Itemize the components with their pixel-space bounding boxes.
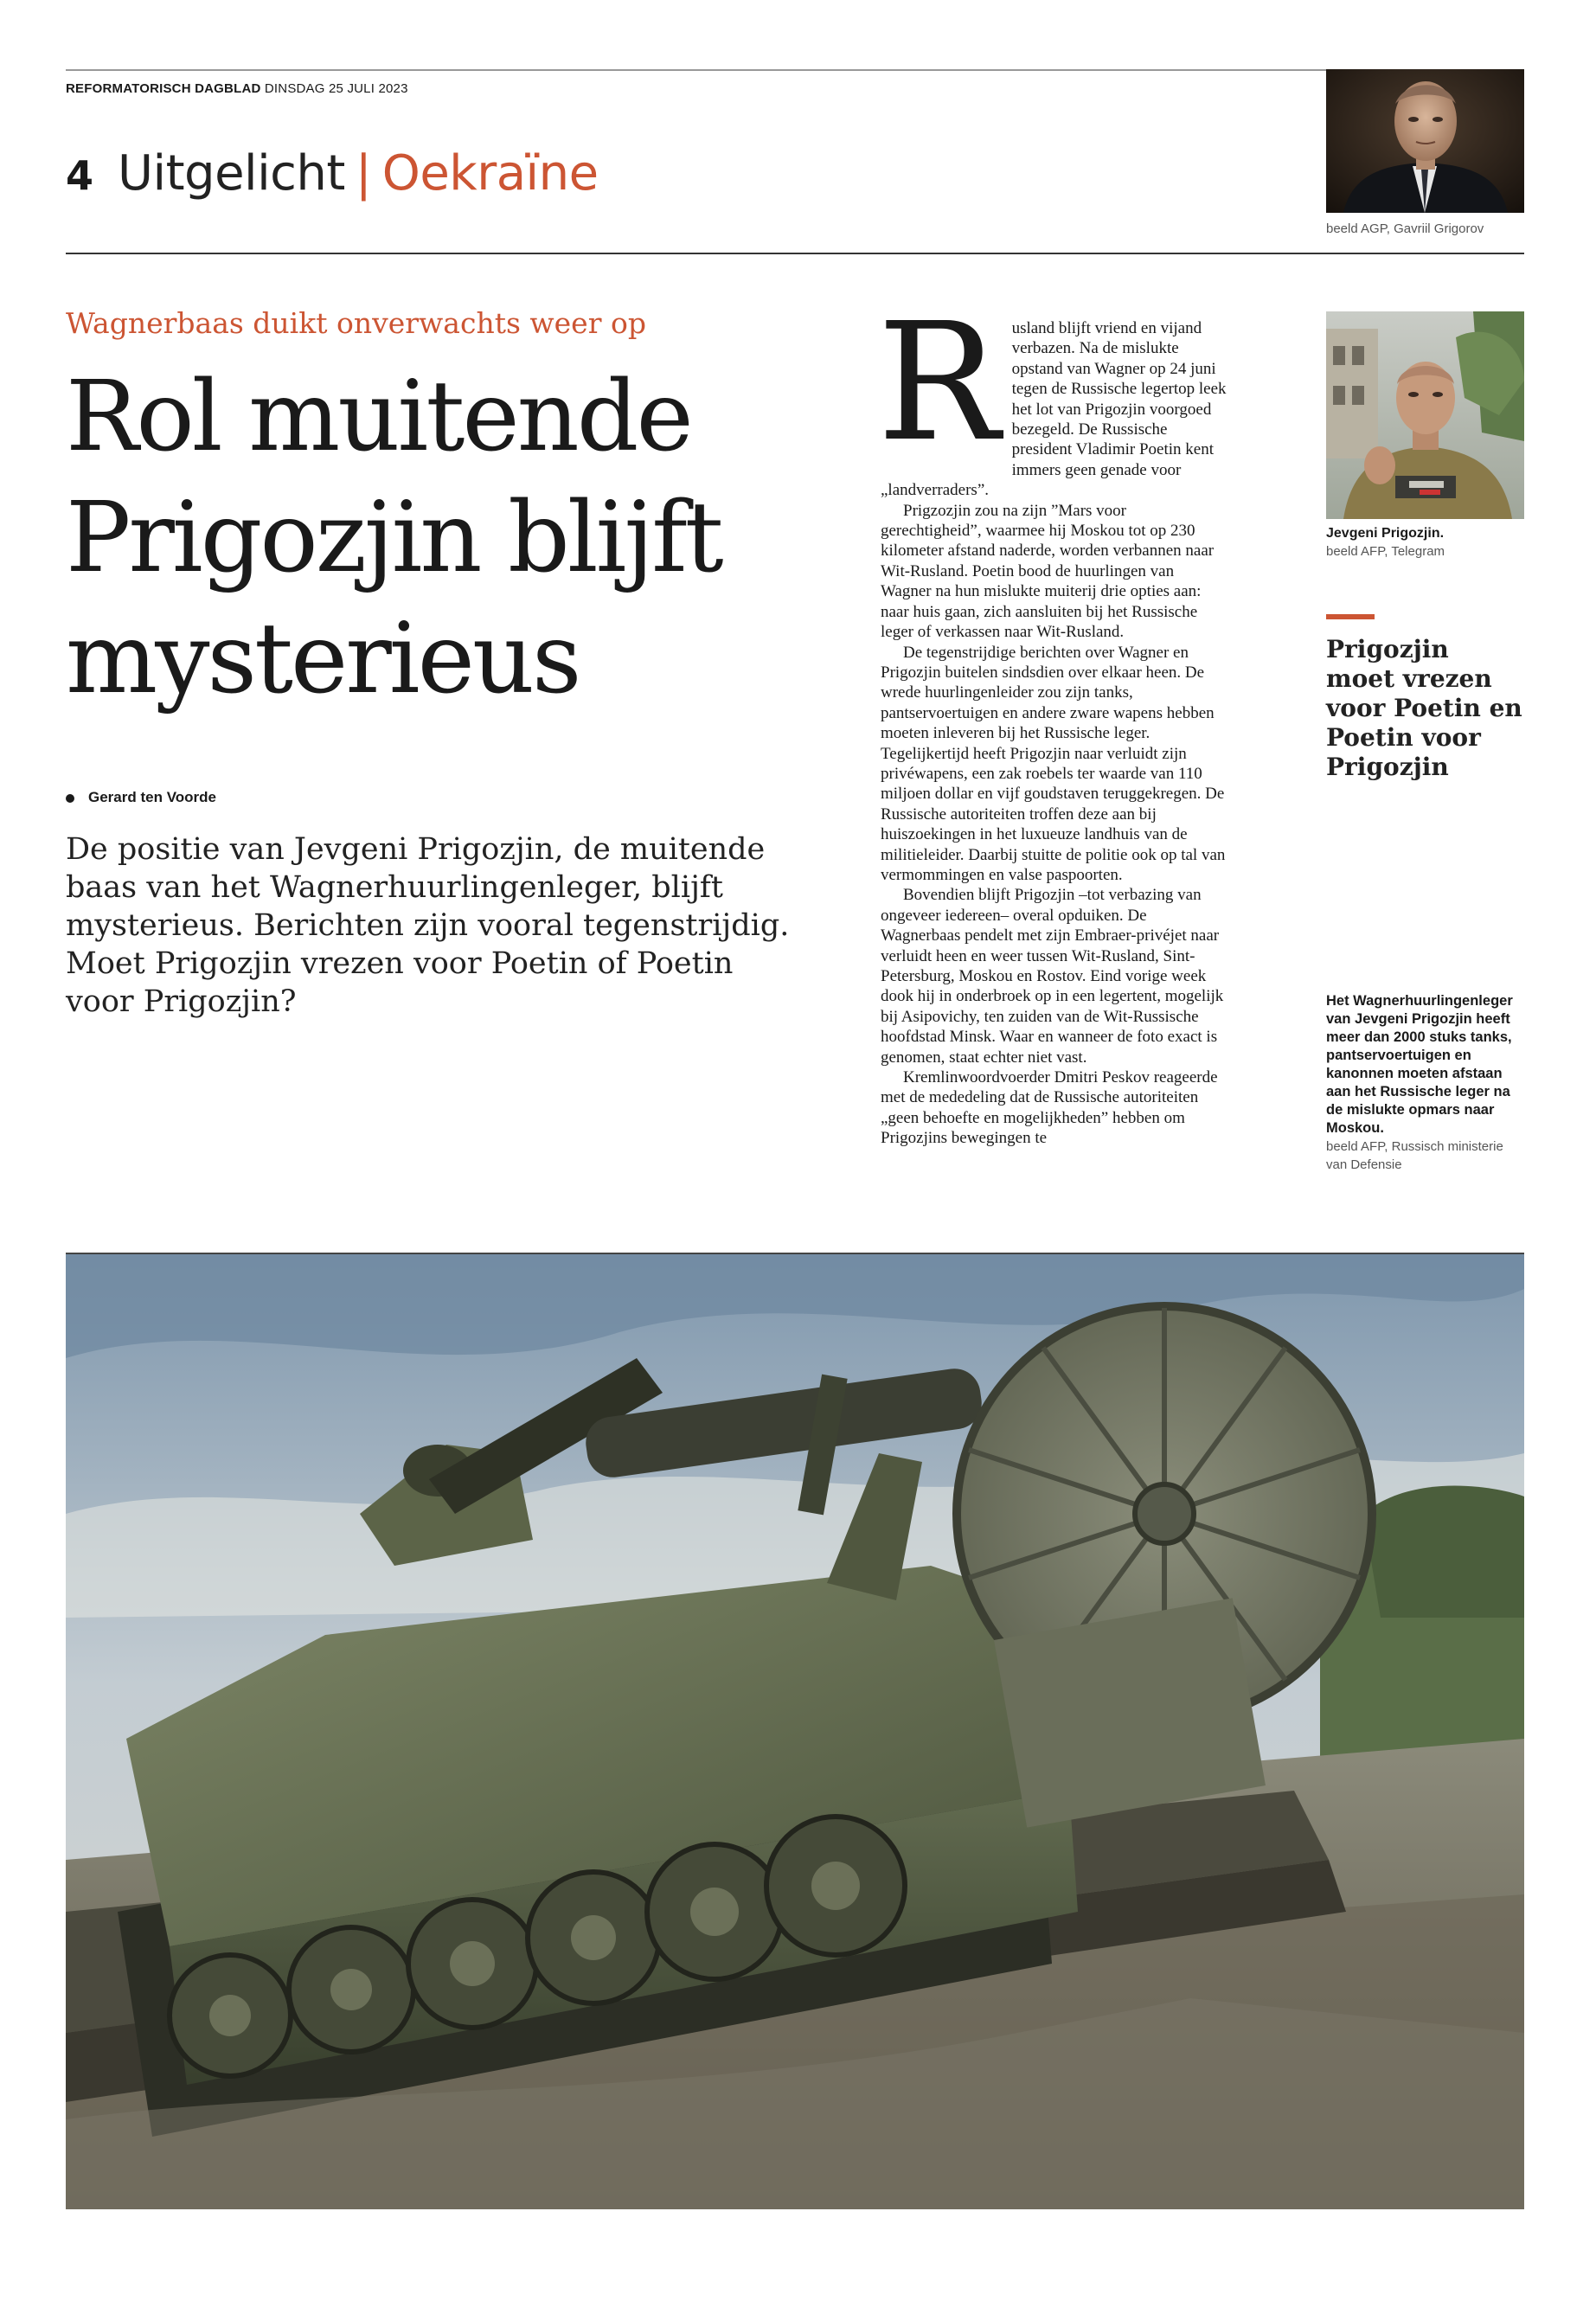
body-paragraph: Prigzozjin zou na zijn ”Mars voor gerechtigheid”, waarmee hij Moskou tot op 230 kilometer afstand naderde, worden verbannen naar Wit-Rusland. Poetin bood de huurlingen van Wagner na hun mislukte muiterij drie opties aan: naar huis gaan, zich aansluiten bij het Russische leger of verkassen naar Wit-Rusland. [881,501,1215,642]
body-paragraph: Bovendien blijft Prigozjin –tot verbazing van ongeveer iedereen– overal opduiken. De Wagnerbaas pendelt met zijn Embraer-privéjet naar verluidt heen en weer tussen Wit-Rusland, Sint-Petersburg, Moskou en Rostov. Eind vorige week dook hij in onderbroek op in een legertent, mogelijk bij Asipovichy, ten zuiden van de Wit-Russische hoofdstad Minsk. Waar en wanneer de foto exact is genomen, staat echter niet vast. [881,886,1224,1067]
issue-date: DINSDAG 25 JULI 2023 [264,81,408,96]
byline-author: Gerard ten Voorde [88,789,216,805]
pull-quote-accent [1326,614,1375,619]
article-byline [66,789,216,806]
tank-caption-text: Het Wagnerhuurlingenleger van Jevgeni Prigozjin heeft meer dan 2000 stuks tanks, pantservoertuigen en kanonnen moeten afstaan aan het Russische leger na de mislukte opmars naar Moskou. [1326,993,1513,1136]
article-body [877,288,1227,1149]
body-paragraph: Kremlinwoordvoerder Dmitri Peskov reageerde met de mededeling dat de Russische autoriteiten „geen behoefte en mogelijkheden” hebben om Prigozjins bewegingen te [881,1068,1218,1148]
masthead [66,81,408,96]
article-headline: Rol muitende Prigozjin blijft mysterieus [66,361,721,715]
pull-quote: Prigozjin moet vrezen voor Poetin en Poetin voor Prigozjin [1326,635,1522,781]
body-paragraph: usland blijft vriend en vijand verbazen. Na de mislukte opstand van Wagner op 24 juni tegen de Russische legertop leek het lot van Prigozjin voorgoed bezegeld. De Russische president Vladimir Poetin kent immers geen genade voor „landverraders”. [881,319,1227,500]
body-paragraph: De tegenstrijdige berichten over Wagner en Prigozjin buitelen sindsdien over elkaar heen. De wrede huurlingenleider zou zijn tanks, pantservoertuigen en andere zware wapens hebben moeten inleveren bij het Russische leger. Tegelijkertijd heeft Prigozjin naar verluidt zijn privéwapens, een zak roebels ter waarde van 110 miljoen dollar en vijf goudstaven teruggekregen. De Russische autoriteiten troffen deze aan bij huiszoekingen in het luxueuze landhuis van de militieleider. Daarbij stuitte de politie ook op tal van vermommingen en valse paspoorten. [881,643,1226,884]
header-rule [66,253,1524,254]
masthead-rule [66,69,1524,71]
section-name: Uitgelicht [118,145,345,202]
prigozjin-caption-text: Jevgeni Prigozjin. [1326,526,1445,541]
armored-vehicle-image [66,1254,1524,2209]
prigozjin-photo [1326,311,1524,519]
tank-photo-credit: beeld AFP, Russisch ministerie van Defensie [1326,1139,1503,1172]
tank-photo [66,1254,1524,2209]
prigozjin-image [1326,311,1524,519]
drop-cap: R [877,288,1000,478]
byline-bullet-icon [66,794,74,803]
section-heading [66,144,599,206]
section-topic: Oekraïne [381,145,599,202]
page-number: 4 [66,152,94,199]
article-lead: De positie van Jevgeni Prigozjin, de muitende baas van het Wagnerhuurlingenleger, blijft mysterieus. Berichten zijn vooral tegenstrijdig. Moet Prigozjin vrezen voor Poetin of Poetin voor Prigozjin? [66,832,790,1019]
article-kicker: Wagnerbaas duikt onverwachts weer op [66,306,646,340]
putin-photo-credit: beeld AGP, Gavriil Grigorov [1326,221,1484,236]
prigozjin-caption [1326,524,1524,561]
section-separator: | [355,145,372,202]
tank-photo-caption [1326,992,1524,1174]
prigozjin-photo-credit: beeld AFP, Telegram [1326,544,1445,559]
paper-name: REFORMATORISCH DAGBLAD [66,81,261,96]
putin-portrait-image [1326,69,1524,213]
putin-portrait-photo [1326,69,1524,213]
